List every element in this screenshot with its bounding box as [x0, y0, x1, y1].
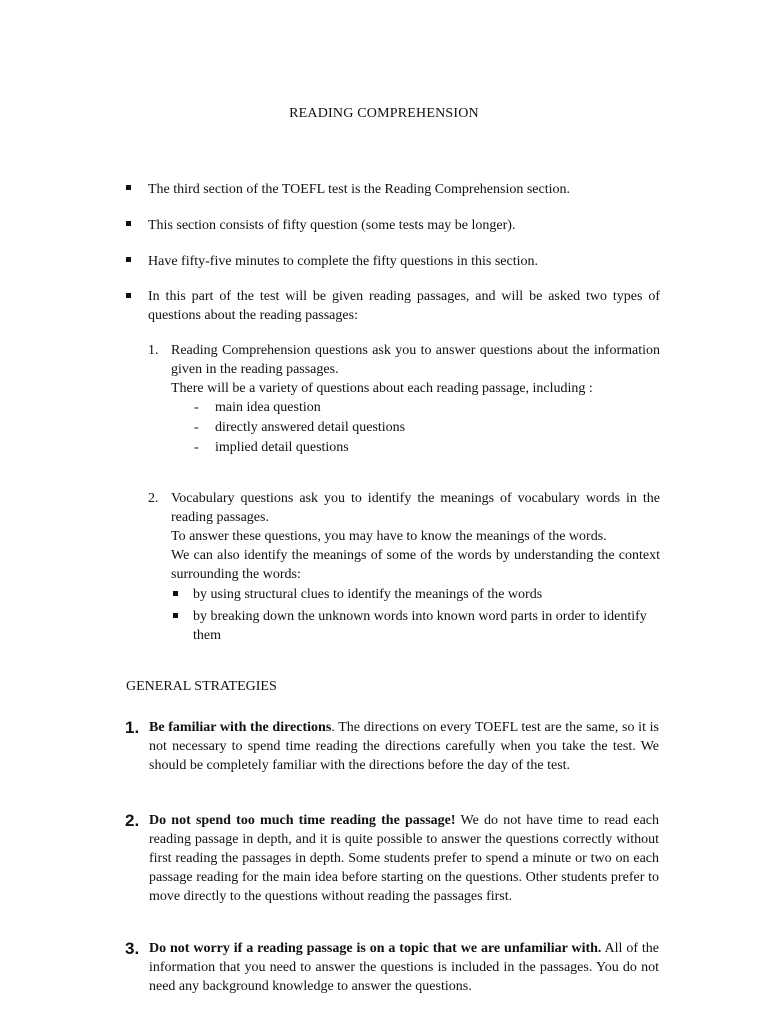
square-item: [171, 585, 660, 604]
strategy-text: [149, 811, 659, 906]
bullet-marker: [173, 591, 178, 596]
square-item-text: by breaking down the unknown words into known word parts in order to identify them: [193, 609, 647, 643]
bullet-item: Have fifty-five minutes to complete the fifty questions in this section.: [148, 254, 538, 269]
dash-item: [171, 398, 660, 418]
strategy-body: . The directions on every TOEFL test are the same, so it is not necessary to spend time reading the directions carefully when you take the test. We should be completely familiar with the directions before the day of the test.: [149, 720, 659, 773]
dash-marker: -: [194, 440, 199, 455]
section-heading: GENERAL STRATEGIES: [126, 679, 277, 694]
list-number: 1.: [148, 343, 159, 358]
dash-item-text: implied detail questions: [215, 440, 349, 455]
dash-marker: -: [194, 400, 199, 415]
square-item-text: by using structural clues to identify the meanings of the words: [193, 587, 543, 602]
dash-item: [171, 418, 660, 438]
bullet-marker: [126, 257, 131, 262]
bullet-item: In this part of the test will be given reading passages, and will be asked two types of questions about the reading passages:: [148, 289, 660, 323]
bullet-item: The third section of the TOEFL test is the Reading Comprehension section.: [148, 182, 571, 197]
strategy-number: 3.: [125, 939, 140, 958]
paragraph: We can also identify the meanings of some of the words by understanding the context surrounding the words:: [171, 548, 660, 582]
strategy-title: Do not worry if a reading passage is on a topic that we are unfamiliar with.: [149, 941, 602, 956]
strategy-body: We do not have time to read each reading passage in depth, and it is quite possible to answer the questions correctly without first reading the passages in depth. Some students prefer to spend a minute or two on each passage reading for the main idea before starting on the questions. Other students prefer to move directly to the questions without reading the passages first.: [149, 813, 659, 904]
paragraph: To answer these questions, you may have to know the meanings of the words.: [171, 529, 607, 544]
dash-item-text: main idea question: [215, 400, 321, 415]
bullet-marker: [173, 613, 178, 618]
bullet-marker: [126, 185, 131, 190]
dash-item: [171, 438, 660, 458]
strategy-number: 2.: [125, 811, 140, 830]
paragraph: Vocabulary questions ask you to identify the meanings of vocabulary words in the reading passages.: [171, 491, 660, 525]
square-item: [171, 607, 660, 645]
strategy-text: [149, 939, 659, 996]
paragraph: There will be a variety of questions about each reading passage, including :: [171, 381, 593, 396]
strategy-text: [149, 718, 659, 775]
dash-item-text: directly answered detail questions: [215, 420, 406, 435]
strategy-title: Do not spend too much time reading the passage!: [149, 813, 456, 828]
list-number: 2.: [148, 491, 159, 506]
strategy-number: 1.: [125, 718, 140, 737]
page-title: READING COMPREHENSION: [289, 106, 479, 121]
strategy-body: All of the information that you need to answer the questions is included in the passages. You do not need any background knowledge to answer the questions.: [149, 941, 659, 994]
dash-marker: -: [194, 420, 199, 435]
bullet-marker: [126, 221, 131, 226]
paragraph: Reading Comprehension questions ask you to answer questions about the information given in the reading passages.: [171, 343, 660, 377]
bullet-item: This section consists of fifty question (some tests may be longer).: [148, 218, 516, 233]
bullet-marker: [126, 293, 131, 298]
strategy-title: Be familiar with the directions: [149, 720, 332, 735]
